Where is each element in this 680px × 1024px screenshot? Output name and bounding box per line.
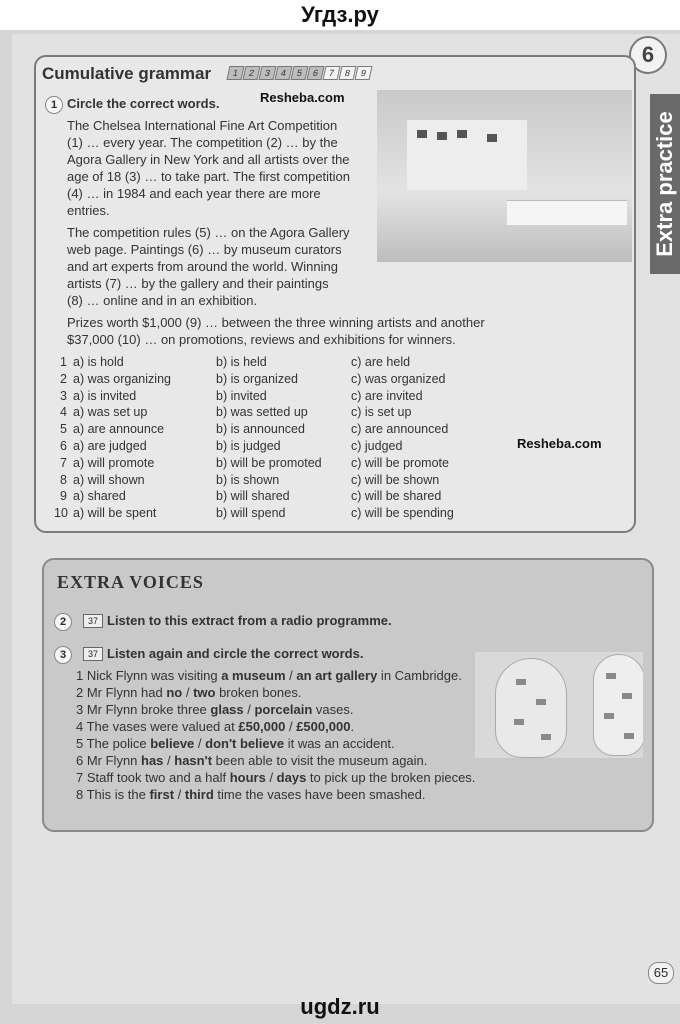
item-text: Staff took two and a half [86, 770, 230, 785]
audio-track-icon: 37 [83, 614, 103, 628]
progress-step: 3 [259, 66, 277, 80]
audio-track-icon: 37 [83, 647, 103, 661]
answer-option[interactable]: c) will be promote [351, 455, 449, 470]
option-number: 5 [60, 422, 67, 437]
display-bench [507, 200, 627, 225]
item-number: 7 [76, 770, 87, 785]
answer-choice[interactable]: don't believe [205, 736, 285, 751]
answer-option[interactable]: c) will be shared [351, 489, 442, 504]
text-line: Prizes worth $1,000 (9) … between the three winning artists and another [67, 315, 485, 330]
answer-option[interactable]: a) was set up [73, 405, 148, 420]
item-text: . [350, 719, 355, 734]
item-text: / [174, 787, 185, 802]
text-line: (4) … in 1984 and each year there are more [67, 186, 321, 201]
exercise-heading: Listen again and circle the correct words. [107, 646, 364, 661]
answer-option[interactable]: a) will be spent [73, 506, 157, 521]
progress-step: 5 [291, 66, 309, 80]
text-line: age of 18 (3) … to take part. The first competition [67, 169, 351, 184]
item-text: / [163, 753, 175, 768]
answer-option[interactable]: b) is organized [216, 371, 298, 386]
item-text: Nick Flynn was visiting [86, 668, 222, 683]
answer-option[interactable]: b) is judged [216, 438, 281, 453]
answer-option[interactable]: a) was organizing [73, 371, 171, 386]
answer-option[interactable]: c) are invited [351, 388, 423, 403]
exercise-number: 3 [54, 646, 72, 664]
exercise-number: 2 [54, 613, 72, 631]
listening-items [76, 667, 475, 803]
answer-option[interactable]: a) shared [73, 489, 126, 504]
progress-step: 9 [355, 66, 373, 80]
answer-choice[interactable]: £500,000 [296, 719, 351, 734]
text-line: $37,000 (10) … on promotions, reviews and exhibitions for winners. [67, 332, 456, 347]
answer-choice[interactable]: porcelain [254, 702, 313, 717]
item-number: 5 [76, 736, 87, 751]
answer-option[interactable]: b) was setted up [216, 405, 308, 420]
gallery-photo [377, 90, 632, 262]
vases-photo [475, 652, 643, 758]
answer-choice[interactable]: an art gallery [296, 668, 378, 683]
page-number: 65 [648, 962, 674, 984]
option-number: 1 [60, 355, 67, 369]
item-text: The police [86, 736, 151, 751]
item-number: 2 [76, 685, 87, 700]
item-number: 1 [76, 668, 87, 683]
option-number: 2 [60, 371, 67, 386]
progress-steps [228, 66, 371, 80]
answer-choice[interactable]: two [193, 685, 216, 700]
text-line: artists (7) … by the gallery and their paintings [67, 276, 329, 291]
answer-choice[interactable]: glass [210, 702, 244, 717]
item-text: The vases were valued at [86, 719, 239, 734]
vase-image [495, 658, 567, 758]
option-number: 7 [60, 455, 67, 470]
answer-option[interactable]: c) will be spending [351, 506, 454, 521]
listening-item [76, 786, 475, 803]
answer-option[interactable]: c) is set up [351, 405, 412, 420]
answer-option[interactable]: c) judged [351, 438, 403, 453]
listening-item [76, 684, 475, 701]
item-text: time the vases have been smashed. [213, 787, 426, 802]
listening-item [76, 667, 475, 684]
text-line: Agora Gallery in New York and all artists over the [67, 152, 350, 167]
item-text: / [285, 719, 297, 734]
painting-icon [457, 130, 467, 138]
side-tab-label: Extra practice [652, 111, 677, 257]
item-text: / [243, 702, 255, 717]
text-paragraph [67, 224, 350, 309]
exercise-heading: Listen to this extract from a radio programme. [107, 613, 392, 628]
progress-step: 8 [339, 66, 357, 80]
answer-choice[interactable]: £50,000 [238, 719, 286, 734]
answer-option[interactable]: b) will shared [216, 489, 290, 504]
answer-choice[interactable]: days [276, 770, 307, 785]
site-footer: ugdz.ru [300, 994, 380, 1019]
painting-icon [417, 130, 427, 138]
progress-step: 1 [227, 66, 245, 80]
item-text: / [182, 685, 194, 700]
answer-choice[interactable]: a museum [221, 668, 286, 683]
answer-option[interactable]: b) will spend [216, 506, 286, 521]
listening-item [76, 769, 475, 786]
answer-option[interactable]: a) are judged [73, 438, 147, 453]
item-text: broken bones. [215, 685, 302, 700]
item-text: / [194, 736, 206, 751]
listening-item [76, 752, 475, 769]
option-number: 10 [54, 506, 68, 521]
extra-practice-tab [650, 94, 680, 274]
extra-voices-title: EXTRA VOICES [57, 572, 204, 592]
answer-choice[interactable]: third [184, 787, 214, 802]
site-header: Угдз.ру [301, 2, 379, 27]
text-line: The competition rules (5) … on the Agora Gallery [67, 225, 350, 240]
answer-option[interactable]: a) is invited [73, 388, 137, 403]
answer-option[interactable]: a) will promote [73, 455, 155, 470]
item-text: Mr Flynn broke three [86, 702, 211, 717]
vase-image [593, 654, 643, 756]
option-number: 9 [60, 489, 67, 504]
answer-option[interactable]: b) will be promoted [216, 455, 322, 470]
painting-icon [437, 132, 447, 140]
listening-item [76, 735, 475, 752]
answer-option[interactable]: c) will be shown [351, 472, 440, 487]
option-number: 4 [60, 405, 67, 420]
answer-choice[interactable]: first [149, 787, 175, 802]
answer-choice[interactable]: hasn't [174, 753, 213, 768]
progress-step: 2 [243, 66, 261, 80]
answer-option[interactable]: c) was organized [351, 371, 446, 386]
answer-choice[interactable]: has [141, 753, 164, 768]
item-text: Mr Flynn [86, 753, 142, 768]
text-line: and art experts from around the world. Winning [67, 259, 338, 274]
exercise-number: 1 [45, 96, 63, 114]
answer-option[interactable]: b) is shown [216, 472, 280, 487]
item-text: This is the [86, 787, 150, 802]
item-text: been able to visit the museum again. [212, 753, 428, 768]
painting-icon [487, 134, 497, 142]
progress-step: 7 [323, 66, 341, 80]
watermark: Resheba.com [517, 436, 602, 451]
unit-number-badge: 6 [629, 36, 667, 74]
watermark: Resheba.com [260, 90, 345, 105]
answer-option[interactable]: b) is announced [216, 422, 305, 437]
item-number: 6 [76, 753, 87, 768]
item-number: 3 [76, 702, 87, 717]
progress-step: 6 [307, 66, 325, 80]
answer-option[interactable]: c) are announced [351, 422, 449, 437]
answer-choice[interactable]: hours [229, 770, 266, 785]
answer-option[interactable]: b) is held [216, 355, 267, 369]
exercise-heading: Circle the correct words. [67, 96, 220, 111]
text-paragraph [67, 314, 485, 348]
text-line: web page. Paintings (6) … by museum curators [67, 242, 342, 257]
progress-step: 4 [275, 66, 293, 80]
answer-option[interactable]: a) is hold [73, 355, 124, 369]
item-text: in Cambridge. [377, 668, 462, 683]
listening-item [76, 701, 475, 718]
option-number: 3 [60, 388, 67, 403]
section-title: Cumulative grammar [42, 64, 212, 83]
answer-option[interactable]: a) are announce [73, 422, 165, 437]
text-line: (1) … every year. The competition (2) … by the [67, 135, 338, 150]
text-line: entries. [67, 203, 110, 218]
item-number: 4 [76, 719, 87, 734]
item-text: it was an accident. [284, 736, 395, 751]
item-number: 8 [76, 787, 87, 802]
item-text: vases. [312, 702, 354, 717]
answer-option[interactable]: a) will shown [73, 472, 145, 487]
answer-option[interactable]: c) are held [351, 355, 411, 369]
text-line: The Chelsea International Fine Art Competition [67, 118, 338, 133]
item-text: to pick up the broken pieces. [306, 770, 476, 785]
answer-choice[interactable]: no [166, 685, 183, 700]
item-text: / [265, 770, 277, 785]
item-text: Mr Flynn had [86, 685, 167, 700]
option-number: 8 [60, 472, 67, 487]
text-line: (8) … online and in an exhibition. [67, 293, 258, 308]
item-text: / [285, 668, 297, 683]
option-number: 6 [60, 438, 67, 453]
answer-choice[interactable]: believe [150, 736, 195, 751]
listening-item [76, 718, 475, 735]
answer-option[interactable]: b) invited [216, 388, 267, 403]
text-paragraph [67, 117, 350, 219]
